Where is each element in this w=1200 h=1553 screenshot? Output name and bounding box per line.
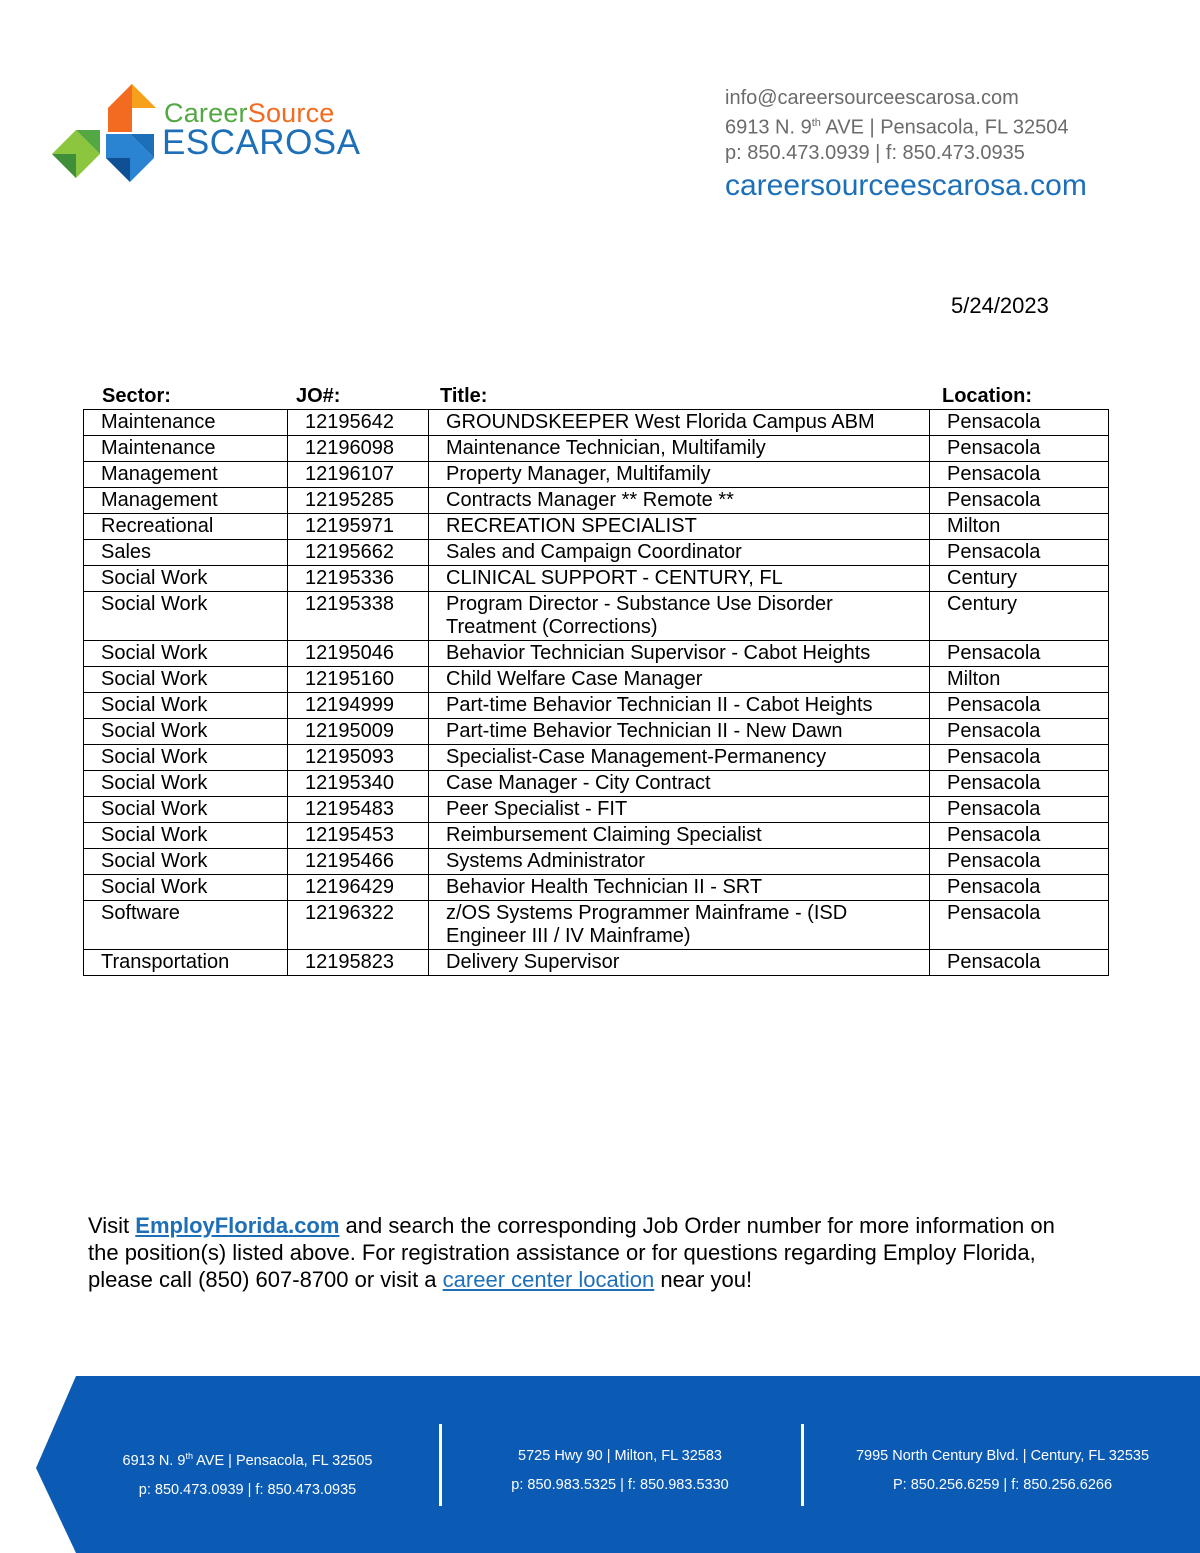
job-number-cell: 12195823	[288, 950, 429, 976]
job-location-cell: Pensacola	[930, 436, 1109, 462]
job-location-cell: Pensacola	[930, 771, 1109, 797]
job-sector-cell: Social Work	[84, 745, 288, 771]
job-sector-cell: Software	[84, 901, 288, 950]
job-number-cell: 12195093	[288, 745, 429, 771]
job-title-cell: GROUNDSKEEPER West Florida Campus ABM	[429, 410, 930, 436]
job-title-cell: Reimbursement Claiming Specialist	[429, 823, 930, 849]
job-sector-cell: Social Work	[84, 566, 288, 592]
footer-century-address: 7995 North Century Blvd. | Century, FL 32535	[855, 1448, 1150, 1464]
footer-divider-2	[801, 1424, 804, 1506]
footer-col-century	[835, 1442, 1170, 1500]
job-row	[84, 436, 1109, 462]
job-number-cell: 12195285	[288, 488, 429, 514]
footer-col-milton	[470, 1442, 770, 1500]
job-sector-cell: Social Work	[84, 719, 288, 745]
job-sector-cell: Social Work	[84, 797, 288, 823]
job-location-cell: Pensacola	[930, 488, 1109, 514]
job-row	[84, 823, 1109, 849]
job-sector-cell: Social Work	[84, 823, 288, 849]
job-number-cell: 12195483	[288, 797, 429, 823]
job-title-cell: RECREATION SPECIALIST	[429, 514, 930, 540]
document-date: 5/24/2023	[951, 293, 1049, 318]
job-number-cell: 12195971	[288, 514, 429, 540]
job-title-cell: Systems Administrator	[429, 849, 930, 875]
job-row	[84, 462, 1109, 488]
job-row	[84, 849, 1109, 875]
header-address-post: AVE | Pensacola, FL 32504	[820, 116, 1069, 139]
job-row	[84, 950, 1109, 976]
header-location: Location:	[942, 385, 1032, 407]
job-number-cell: 12196107	[288, 462, 429, 488]
job-location-cell: Century	[930, 592, 1109, 641]
visit-post: near you!	[654, 1267, 753, 1292]
job-title-cell: z/OS Systems Programmer Mainframe - (ISD Engineer III / IV Mainframe)	[429, 901, 930, 950]
header-address	[725, 111, 1087, 141]
job-title-cell: Part-time Behavior Technician II - Cabot Heights	[429, 693, 930, 719]
job-sector-cell: Social Work	[84, 592, 288, 641]
job-number-cell: 12195642	[288, 410, 429, 436]
footer-divider-1	[439, 1424, 442, 1506]
job-sector-cell: Social Work	[84, 849, 288, 875]
job-title-cell: Peer Specialist - FIT	[429, 797, 930, 823]
visit-paragraph	[88, 1212, 1078, 1293]
job-sector-cell: Social Work	[84, 693, 288, 719]
header-title: Title:	[440, 385, 488, 407]
job-location-cell: Pensacola	[930, 410, 1109, 436]
job-row	[84, 540, 1109, 566]
job-number-cell: 12195466	[288, 849, 429, 875]
footer-milton-address: 5725 Hwy 90 | Milton, FL 32583	[518, 1448, 722, 1464]
job-sector-cell: Sales	[84, 540, 288, 566]
job-location-cell: Milton	[930, 514, 1109, 540]
employflorida-link[interactable]: EmployFlorida.com	[135, 1213, 340, 1238]
job-title-cell: Child Welfare Case Manager	[429, 667, 930, 693]
job-number-cell: 12195338	[288, 592, 429, 641]
job-title-cell: Part-time Behavior Technician II - New Dawn	[429, 719, 930, 745]
job-sector-cell: Recreational	[84, 514, 288, 540]
job-title-cell: Behavior Technician Supervisor - Cabot Heights	[429, 641, 930, 667]
job-sector-cell: Social Work	[84, 667, 288, 693]
job-title-cell: Program Director - Substance Use Disorder Treatment (Corrections)	[429, 592, 930, 641]
job-number-cell: 12195662	[288, 540, 429, 566]
job-number-cell: 12195336	[288, 566, 429, 592]
job-location-cell: Pensacola	[930, 719, 1109, 745]
job-location-cell: Pensacola	[930, 540, 1109, 566]
job-location-cell: Pensacola	[930, 641, 1109, 667]
job-row	[84, 745, 1109, 771]
job-number-cell: 12196429	[288, 875, 429, 901]
header-jo: JO#:	[296, 385, 341, 407]
footer-col-pensacola	[100, 1442, 395, 1505]
logo-wordmark-line2: ESCAROSA	[162, 123, 361, 162]
job-location-cell: Pensacola	[930, 693, 1109, 719]
job-row	[84, 797, 1109, 823]
job-sector-cell: Maintenance	[84, 436, 288, 462]
header-website[interactable]: careersourceescarosa.com	[725, 168, 1087, 202]
job-row	[84, 514, 1109, 540]
job-title-cell: Contracts Manager ** Remote **	[429, 488, 930, 514]
footer-century-phone: P: 850.256.6259 | f: 850.256.6266	[892, 1477, 1113, 1493]
job-title-cell: Sales and Campaign Coordinator	[429, 540, 930, 566]
job-row	[84, 875, 1109, 901]
job-sector-cell: Management	[84, 462, 288, 488]
job-location-cell: Pensacola	[930, 745, 1109, 771]
job-location-cell: Pensacola	[930, 823, 1109, 849]
job-number-cell: 12195453	[288, 823, 429, 849]
job-number-cell: 12195340	[288, 771, 429, 797]
career-center-location-link[interactable]: career center location	[442, 1267, 655, 1292]
job-row	[84, 592, 1109, 641]
job-sector-cell: Management	[84, 488, 288, 514]
job-sector-cell: Social Work	[84, 771, 288, 797]
job-location-cell: Pensacola	[930, 849, 1109, 875]
job-row	[84, 667, 1109, 693]
job-number-cell: 12195009	[288, 719, 429, 745]
header-email[interactable]: info@careersourceescarosa.com	[725, 87, 1019, 109]
job-number-cell: 12196322	[288, 901, 429, 950]
job-location-cell: Pensacola	[930, 462, 1109, 488]
footer-pensacola-address-pre: 6913 N. 9	[122, 1452, 186, 1469]
header-address-pre: 6913 N. 9	[725, 116, 812, 139]
job-row	[84, 566, 1109, 592]
job-row	[84, 488, 1109, 514]
header-phone: p: 850.473.0939 | f: 850.473.0935	[725, 141, 1025, 164]
job-row	[84, 641, 1109, 667]
footer-pensacola-address-post: AVE | Pensacola, FL 32505	[192, 1452, 373, 1469]
job-row	[84, 410, 1109, 436]
header-contact	[725, 86, 1087, 204]
job-location-cell: Milton	[930, 667, 1109, 693]
job-row	[84, 901, 1109, 950]
job-title-cell: CLINICAL SUPPORT - CENTURY, FL	[429, 566, 930, 592]
job-sector-cell: Social Work	[84, 875, 288, 901]
job-row	[84, 693, 1109, 719]
job-title-cell: Behavior Health Technician II - SRT	[429, 875, 930, 901]
job-location-cell: Pensacola	[930, 875, 1109, 901]
job-number-cell: 12196098	[288, 436, 429, 462]
job-title-cell: Case Manager - City Contract	[429, 771, 930, 797]
job-orders-table	[83, 409, 1109, 976]
job-title-cell: Delivery Supervisor	[429, 950, 930, 976]
footer-pensacola-address-sup: th	[185, 1451, 193, 1461]
job-location-cell: Pensacola	[930, 950, 1109, 976]
job-sector-cell: Social Work	[84, 641, 288, 667]
job-title-cell: Maintenance Technician, Multifamily	[429, 436, 930, 462]
job-location-cell: Century	[930, 566, 1109, 592]
job-number-cell: 12194999	[288, 693, 429, 719]
footer-milton-phone: p: 850.983.5325 | f: 850.983.5330	[511, 1477, 729, 1493]
footer-pensacola-address	[100, 1442, 395, 1476]
job-title-cell: Specialist-Case Management-Permanency	[429, 745, 930, 771]
footer-pensacola-phone: p: 850.473.0939 | f: 850.473.0935	[138, 1481, 357, 1498]
job-row	[84, 719, 1109, 745]
job-title-cell: Property Manager, Multifamily	[429, 462, 930, 488]
job-sector-cell: Maintenance	[84, 410, 288, 436]
visit-pre: Visit	[88, 1213, 136, 1238]
job-location-cell: Pensacola	[930, 797, 1109, 823]
job-row	[84, 771, 1109, 797]
logo-source: Source	[247, 98, 335, 128]
job-sector-cell: Transportation	[84, 950, 288, 976]
header-address-sup: th	[811, 117, 821, 129]
job-number-cell: 12195046	[288, 641, 429, 667]
job-number-cell: 12195160	[288, 667, 429, 693]
job-orders-body	[84, 410, 1109, 976]
header-sector: Sector:	[102, 385, 171, 407]
logo-career: Career	[164, 98, 248, 128]
job-location-cell: Pensacola	[930, 901, 1109, 950]
visit-mid: and search the corresponding Job Order number for more information on the position(s) listed above. For registration assistance or for questions regarding Employ Florida, please call (850) 607-8700 or visit a	[88, 1213, 1055, 1292]
